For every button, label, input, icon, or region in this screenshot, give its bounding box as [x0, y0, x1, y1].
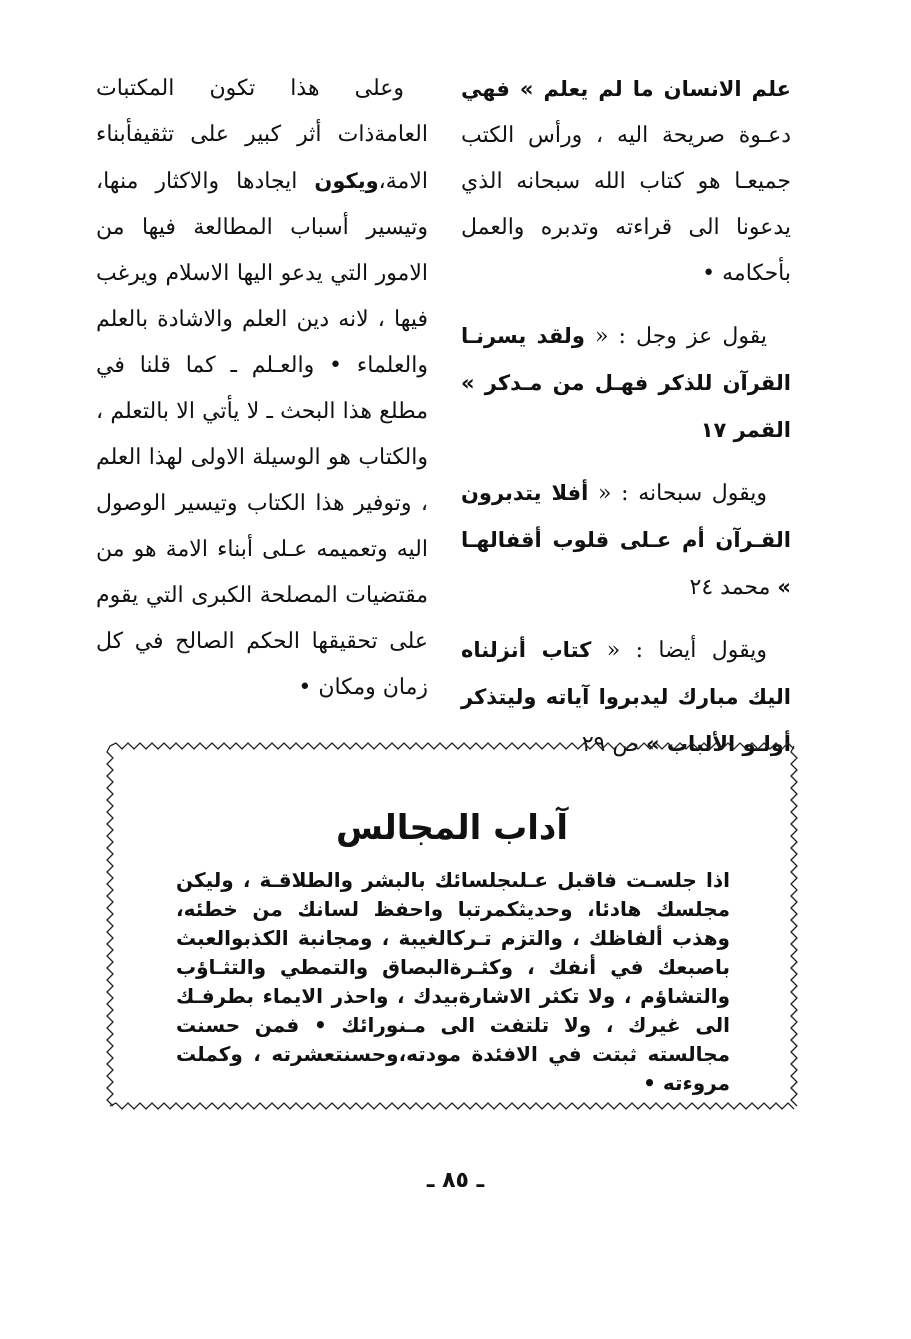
verse-intro: ويقول أيضا : « [591, 638, 767, 663]
paragraph-text: دعـوة صريحة اليه ، ورأس الكتب جميعـا هو كتاب الله سبحانه الذي يدعونا الى قراءته وتدبره والعمل بأحكامه • [461, 123, 791, 286]
paragraph-intro [461, 66, 791, 297]
paragraph-verse-2 [461, 470, 791, 611]
paragraph-libraries [96, 66, 428, 711]
verse-intro: يقول عز وجل : « [584, 324, 767, 349]
verse-intro: ويقول سبحانه : « [588, 481, 768, 506]
page-number: ـ ٨٥ ـ [426, 1168, 485, 1193]
quran-quote: كتاب أنزلناه اليك مبارك ليدبروا آياته وليتذكر أولـو الألباب » [461, 638, 791, 756]
quran-quote: أفلا يتدبرون القـرآن أم عـلى قلوب أقفالهـا » [461, 481, 791, 599]
right-column [461, 66, 791, 784]
etiquette-box [104, 740, 800, 1112]
verse-reference: ص ٢٩ [581, 732, 647, 757]
paragraph-text: ايجادها والاكثار منها، وتيسير أسباب المطالعة فيها من الامور التي يدعو اليها الاسلام ويرغب فيها ، لانه دين العلم والاشادة بالعلم والعلماء • والعـلم ـ كما قلنا في مطلع هذا البحث ـ لا يأتي الا بالتعلم ، والكتاب هو الوسيلة الاولى لهذا العلم ، وتوفير هذا الكتاب وتيسير الوصول اليه وتعميمه عـلى أبناء الامة هو من مقتضيات المصلحة الكبرى التي يقوم على تحقيقها الحكم الصالح في كل زمان ومكان • [96, 169, 428, 700]
box-text: اذا جلسـت فاقبل عـلىجلسائك بالبشر والطلاقـة ، وليكن مجلسك هادئا، وحديثكمرتبا واحفظ لسانك من خطئه، وهذب ألفاظك ، والتزم تـركالغيبة ، ومجانبة الكذبوالعبث باصبعك في أنفك ، وكثـرةالبصاق والتمطي والتثـاؤب والتشاؤم ، ولا تكثر الاشارةبيدك ، واحذر الايماء بطرفـك الى غيرك ، ولا تلتفت الى مـنورائك • فمن حسنت مجالسته ثبتت في الافئدة مودته،وحسنتعشرته ، وكملت مروءته • [176, 868, 730, 1095]
verse-reference: محمد ٢٤ [689, 575, 778, 600]
quran-quote: علم الانسان ما لم يعلم » فهي [461, 77, 791, 101]
verse-reference: القمر ١٧ [700, 418, 791, 442]
paragraph-verse-1 [461, 313, 791, 454]
paragraph-text: وعلى هذا تكون المكتبات العامةذات أثر كبير على تثقيفأبناء الامة، [96, 76, 428, 194]
quran-quote: ولقد يسرنـا القرآن للذكر فهـل من مـدكر » [461, 324, 791, 395]
box-title: آداب المجالس [335, 808, 569, 848]
emphasis-text: ويكون [314, 169, 379, 193]
left-column [96, 66, 428, 727]
